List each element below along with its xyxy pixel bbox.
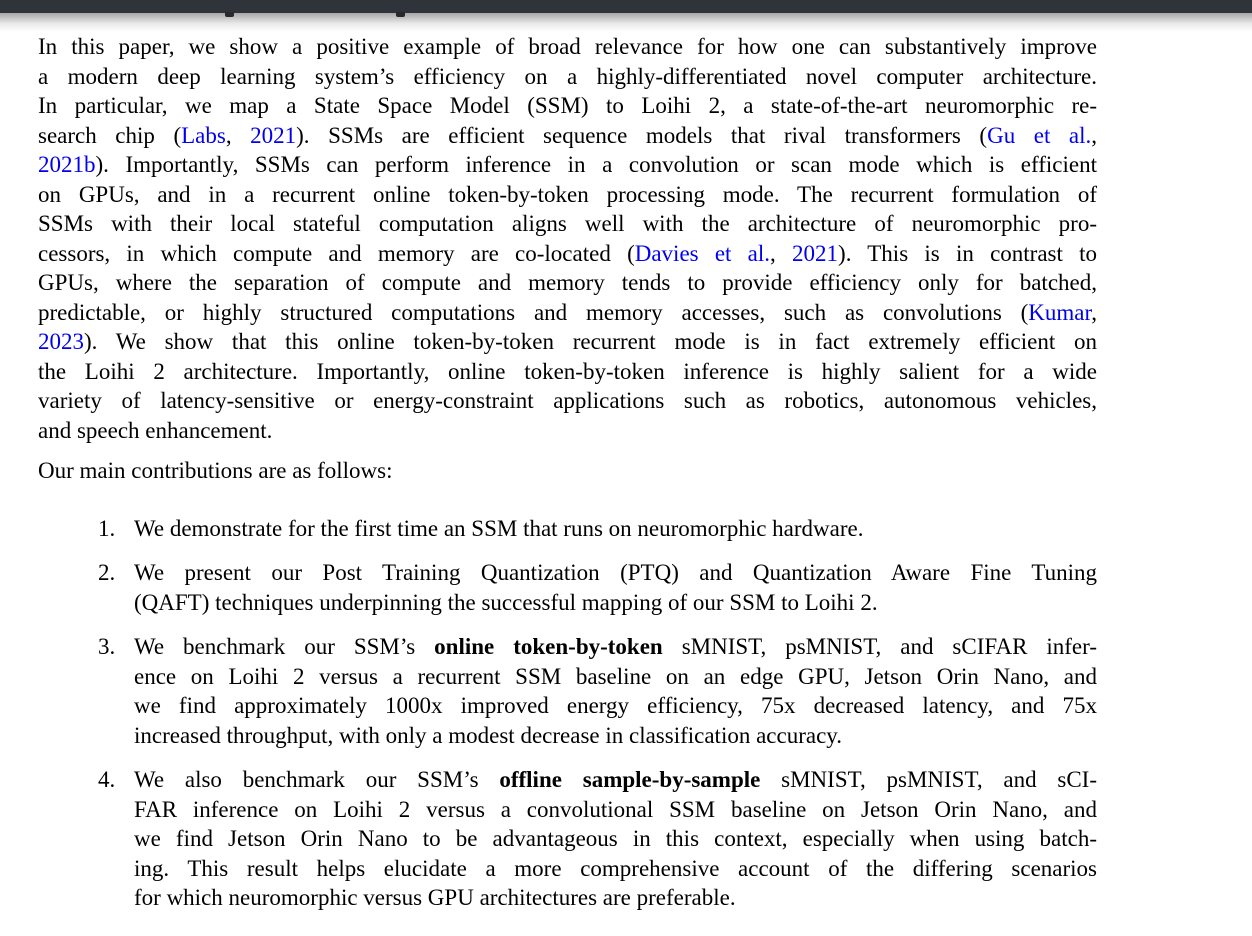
text-line — [134, 765, 1097, 795]
text-run: In this paper, we show a positive example of broad relevance for how one can substantively improve — [38, 34, 1097, 59]
list-item — [38, 514, 1097, 544]
text-run: ence on Loihi 2 versus a recurrent SSM baseline on an edge GPU, Jetson Orin Nano, and — [134, 663, 1097, 689]
text-line — [38, 357, 1097, 387]
text-run: we find Jetson Orin Nano to be advantageous in this context, especially when using batch- — [134, 826, 1097, 851]
list-item — [38, 765, 1097, 913]
citation-link[interactable]: Labs — [181, 122, 226, 148]
text-run: ). We show that this online token-by-token recurrent mode is in fact extremely efficient on — [84, 329, 1097, 354]
text-line — [38, 298, 1097, 328]
text-run: predictable, or highly structured computations and memory accesses, such as convolutions ( — [38, 299, 1029, 325]
list-item-text — [134, 514, 1097, 544]
text-run: search chip ( — [38, 122, 182, 148]
text-line — [38, 239, 1097, 269]
text-run: In particular, we map a State Space Model (SSM) to Loihi 2, a state-of-the-art neuromorphic re- — [38, 93, 1097, 118]
text-line — [38, 268, 1097, 298]
text-run: We also benchmark our SSM’s — [134, 767, 500, 792]
text-line — [38, 180, 1097, 210]
text-run: sMNIST, psMNIST, and sCIFAR infer- — [662, 634, 1097, 659]
contributions-intro — [38, 456, 1097, 486]
text-line — [134, 824, 1097, 854]
text-run: We benchmark our SSM’s — [134, 634, 435, 659]
text-run: , — [1091, 299, 1097, 325]
viewer-toolbar-edge — [0, 0, 1252, 13]
text-line — [38, 32, 1097, 62]
page-content — [38, 32, 1097, 913]
text-run: FAR inference on Loihi 2 versus a convolutional SSM baseline on Jetson Orin Nano, and — [134, 796, 1097, 822]
text-run: on GPUs, and in a recurrent online token-by-token processing mode. The recurrent formulation of — [38, 181, 1097, 207]
citation-link[interactable]: 2021b — [38, 152, 96, 177]
text-run: (QAFT) techniques underpinning the successful mapping of our SSM to Loihi 2. — [134, 589, 878, 615]
text-run: Our main contributions are as follows: — [38, 458, 393, 483]
citation-link[interactable]: Kumar — [1028, 299, 1092, 325]
list-item — [38, 632, 1097, 750]
list-item-text — [134, 765, 1097, 913]
cropped-text-artifact — [225, 12, 234, 17]
citation-link[interactable]: Gu et al. — [987, 122, 1092, 148]
list-item-text — [134, 632, 1097, 750]
text-line — [134, 691, 1097, 721]
text-line — [134, 883, 1097, 913]
text-line — [38, 416, 1097, 446]
text-line — [134, 588, 1097, 618]
text-line — [38, 150, 1097, 180]
text-line — [38, 121, 1097, 151]
text-run: for which neuromorphic versus GPU architectures are preferable. — [134, 885, 736, 910]
list-item-text — [134, 558, 1097, 617]
text-line — [134, 558, 1097, 588]
text-run: we find approximately 1000x improved energy efficiency, 75x decreased latency, and 75x — [134, 693, 1097, 718]
text-line — [38, 209, 1097, 239]
text-run: , — [1091, 122, 1097, 148]
text-line — [134, 632, 1097, 662]
list-item-number: 1. — [98, 515, 116, 541]
text-run: ). SSMs are efficient sequence models that rival transformers ( — [296, 122, 988, 148]
list-item-number: 3. — [98, 634, 116, 659]
text-line — [38, 91, 1097, 121]
text-run: We present our Post Training Quantization (PTQ) and Quantization Aware Fine Tuning — [134, 560, 1097, 585]
text-run: the Loihi 2 architecture. Importantly, online token-by-token inference is highly salient for a wide — [38, 358, 1097, 384]
text-line — [38, 386, 1097, 416]
list-item-number: 2. — [98, 560, 116, 585]
text-line — [134, 514, 1097, 544]
citation-link[interactable]: 2021 — [250, 122, 297, 148]
list-item-number: 4. — [98, 767, 116, 792]
list-item — [38, 558, 1097, 617]
contributions-list — [38, 514, 1097, 913]
citation-link[interactable]: 2023 — [38, 329, 84, 354]
text-line — [38, 456, 1097, 486]
text-run: variety of latency-sensitive or energy-constraint applications such as robotics, autonomous vehicles, — [38, 388, 1097, 413]
text-line — [134, 721, 1097, 751]
body-paragraph — [38, 32, 1097, 445]
text-run: GPUs, where the separation of compute and memory tends to provide efficiency only for batched, — [38, 270, 1097, 295]
text-run: , — [770, 240, 793, 266]
text-run: ). Importantly, SSMs can perform inference in a convolution or scan mode which is efficient — [95, 152, 1097, 177]
text-run: cessors, in which compute and memory are co-located ( — [38, 240, 635, 266]
text-line — [134, 662, 1097, 692]
cropped-text-artifact — [396, 12, 405, 17]
citation-link[interactable]: Davies et al. — [634, 240, 771, 266]
text-line — [38, 327, 1097, 357]
text-run: a modern deep learning system’s efficiency on a highly-differentiated novel computer architecture. — [38, 63, 1097, 89]
text-run: We demonstrate for the first time an SSM that runs on neuromorphic hardware. — [134, 515, 864, 541]
toolbar-shadow — [0, 13, 1252, 32]
bold-text: offline sample-by-sample — [499, 767, 761, 792]
citation-link[interactable]: 2021 — [792, 240, 839, 266]
text-line — [38, 62, 1097, 92]
text-run: sMNIST, psMNIST, and sCI- — [760, 767, 1097, 792]
text-run: ing. This result helps elucidate a more comprehensive account of the differing scenarios — [134, 855, 1097, 881]
bold-text: online token-by-token — [434, 634, 663, 659]
text-run: increased throughput, with only a modest decrease in classification accuracy. — [134, 722, 843, 748]
text-run: and speech enhancement. — [38, 417, 273, 443]
text-run: ). This is in contrast to — [838, 240, 1098, 266]
text-line — [134, 854, 1097, 884]
text-run: , — [225, 122, 251, 148]
text-run: SSMs with their local stateful computation aligns well with the architecture of neuromorphic pro- — [38, 211, 1097, 236]
text-line — [134, 795, 1097, 825]
